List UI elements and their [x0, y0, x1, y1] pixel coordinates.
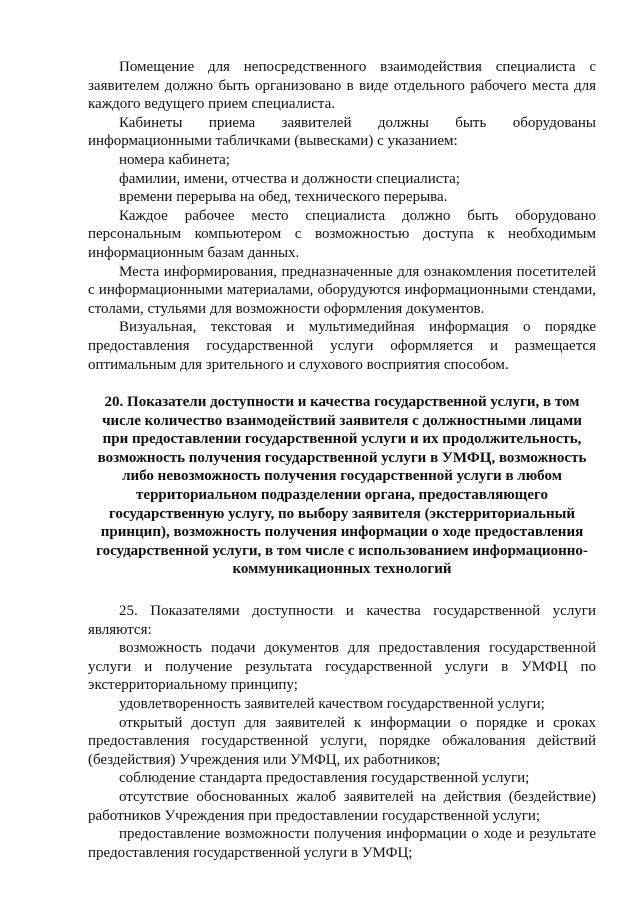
list-item: удовлетворенность заявителей качеством государственной услуги;	[119, 696, 545, 712]
list-item: отсутствие обоснованных жалоб заявителей на действия (бездействие) работников Учреждения при предоставлении государственной услуги;	[88, 788, 596, 824]
paragraph-visual-info: Визуальная, текстовая и мультимедийная информация о порядке предоставления государственной услуги оформляется и размещается оптимальным для зрительного и слухового восприятия способом.	[88, 319, 596, 373]
list-item: возможность подачи документов для предоставления государственной услуги и получение результата государственной услуги в УМФЦ по экстерриториальному принципу;	[88, 640, 596, 694]
paragraph-signs: Кабинеты приема заявителей должны быть оборудованы информационными табличками (вывесками) с указанием:	[88, 114, 596, 150]
paragraph-info-places: Места информирования, предназначенные для ознакомления посетителей с информационными материалами, оборудуются информационными стендами, столами, стульями для возможности оформления документов.	[88, 263, 596, 317]
paragraph-workplace: Помещение для непосредственного взаимодействия специалиста с заявителем должно быть организовано в виде отдельного рабочего места для каждого ведущего прием специалиста.	[88, 59, 596, 113]
list-item: номера кабинета;	[119, 151, 230, 168]
clause-25-lead: 25. Показателями доступности и качества государственной услуги являются:	[88, 603, 596, 638]
section-heading: 20. Показатели доступности и качества государственной услуги, в том числе количество взаимодействий заявителя с должностными лицами при предоставлении государственной услуги и их продолжительность, возможность получения государственной услуги в УМФЦ, возможность либо невозможность получения государственной услуги в любом территориальном подразделении органа, предоставляющего государственную услугу, по выбору заявителя (экстерриториальный принцип), возможность получения информации о ходе предоставления государственной услуги, в том числе с использованием информационно-коммуникационных технологий	[96, 394, 588, 578]
list-item: предоставление возможности получения информации о ходе и результате предоставления государственной услуги в УМФЦ;	[88, 826, 596, 861]
list-item: открытый доступ для заявителей к информации о порядке и сроках предоставления государственной услуги, порядке обжалования действий (бездействия) Учреждения или УМФЦ, их работников;	[88, 714, 596, 768]
paragraph-computer: Каждое рабочее место специалиста должно быть оборудовано персональным компьютером с возможностью доступа к необходимым информационным базам данных.	[88, 207, 596, 261]
list-item: времени перерыва на обед, технического перерыва.	[119, 189, 448, 206]
document-page	[88, 58, 596, 862]
list-item: фамилии, имени, отчества и должности специалиста;	[119, 170, 460, 187]
list-item: соблюдение стандарта предоставления государственной услуги;	[119, 770, 530, 787]
